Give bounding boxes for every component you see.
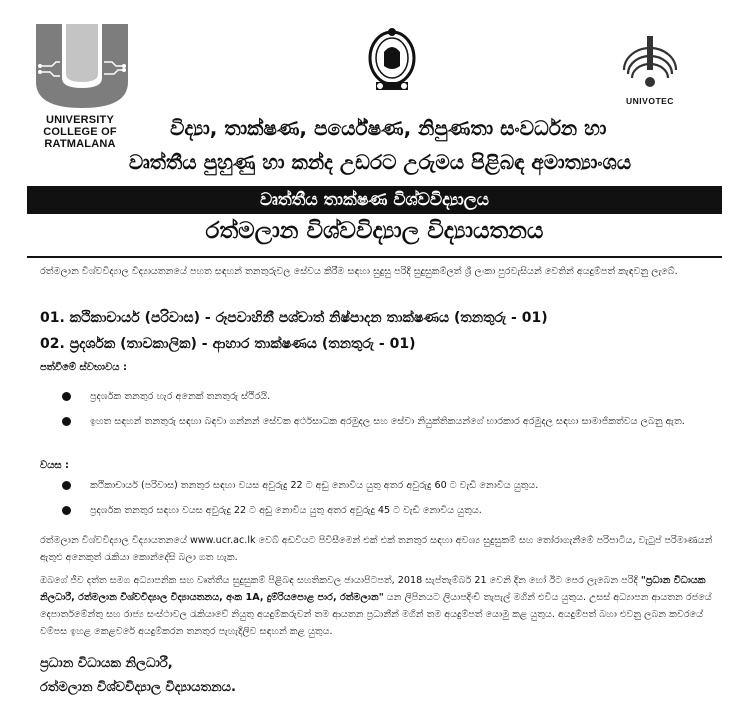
section-title-nature: පත්වීමේ ස්වභාවය :	[40, 362, 127, 373]
ministry-title-line1: විද්‍යා, තාක්ෂණ, පර්යේෂණ, නිපුණතා සංවර්ධන හා	[170, 116, 607, 140]
univotec-swirl-icon	[614, 30, 686, 90]
application-address: "ප්‍රධාන විධායක නිලධාරී, රත්මලාන විශ්වවිද්‍යාල විද්‍යායතනය, අංක 1A, දුම්රියපොළ පාර, රත්මලාන"	[40, 575, 706, 603]
univotec-logo	[614, 30, 686, 106]
section-title-age: වයස :	[40, 460, 70, 471]
application-paragraph	[40, 572, 720, 640]
application-text-part2: යන ලිපිනයට ලියාපදිංචි තැපැල් මගින් එවිය යුතුය. උසස් අධ්‍යාපන ආයතන රජයේ දෙපාර්තමේන්තු සහ රාජ්‍ය සංස්ථාවල රැකියාවේ නියුතු අයදුම්කරුවන් තම ආයතන ප්‍රධානීන් මගින් තම අයදුම්පත් යොමු කළ යුතුය. අයදුම්පත් බහා එවනු ලබන කවරයේ වම්පස ඉහළ කෙළවරේ අයදුම්කරන තනතුර පැහැදිලිව සඳහන් කළ යුතුය.	[40, 592, 712, 637]
ucr-caption-line1: UNIVERSITY COLLEGE OF	[43, 114, 117, 138]
signature-title: ප්‍රධාන විධායක නිලධාරී,	[40, 656, 173, 671]
university-name-bar: වෘත්තීය තාක්ෂණ විශ්වවිද්‍යාලය	[27, 186, 722, 214]
intro-text: රත්මලාන විශ්වවිද්‍යාල විද්‍යායතනයේ පහත සඳහන් තනතුරුවල සේවය කිරීම සඳහා සුදුසු පරිදි සුදුසුකම්ලත් ශ්‍රී ලංකා පුරවැසියන් වෙතින් අයදුම්පත් කැඳවනු ලැබේ.	[40, 266, 678, 277]
post-item: 01. කථිකාචාර්ය (පරිවාස) - රූපවාහිනී පශ්චාත් නිෂ්පාදන තාක්ෂණය (තනතුරු - 01)	[40, 310, 548, 326]
bullet-icon	[62, 506, 71, 515]
list-item-text: කථිකාචාර්ය (පරිවාස) තනතුර සඳහා වයස අවුරුදු 22 ට අඩු නොවිය යුතු අතර අවුරුදු 60 ට වැඩි නොවිය යුතුය.	[90, 480, 539, 491]
institute-title: රත්මලාන විශ්වවිද්‍යාල විද්‍යායතනය	[205, 218, 544, 244]
list-item-text: ප්‍රදර්ශක තනතුර හැර අනෙක් තනතුරු ස්ථිරයි.	[90, 391, 271, 402]
list-item-text: ඉහත සඳහන් තනතුරු සඳහා බඳවා ගන්නන් සේවක අර්ථසාධක අරමුදල සහ සේවා නියුක්තිකයන්ගේ භාරකාර අරමුදල සඳහා සාමාජිකත්වය ලබනු ඇත.	[90, 416, 685, 427]
univotec-caption: UNIVOTEC	[626, 96, 674, 106]
list-item	[62, 414, 722, 448]
divider	[27, 256, 722, 258]
ucr-caption-line2: RATMALANA	[44, 138, 116, 150]
ucr-u-logo-icon	[32, 22, 132, 110]
bullet-icon	[62, 392, 71, 401]
post-item: 02. ප්‍රදර්ශක (තාවකාලික) - ආහාර තාක්ෂණය (තනතුරු - 01)	[40, 336, 416, 352]
ucr-logo	[20, 22, 140, 150]
website-paragraph: රත්මලාන විශ්වවිද්‍යාල විද්‍යායතනයේ www.ucr.ac.lk වෙබ් අඩවියට පිවිසීමෙන් එක් එක් තනතුර සඳහා අවශ්‍ය සුදුසුකම් සහ තෝරාගැනීමේ පරිපාටිය, වැටුප් පරිමාණයන් ඇතුළු අනෙකුත් රැකියා කොන්දේසි බලා ගත හැක.	[40, 535, 713, 563]
list-item	[62, 478, 722, 494]
list-item-text: ප්‍රදර්ශක තනතුර සඳහා වයස අවුරුදු 22 ට අඩු නොවිය යුතු අතර අවුරුදු 45 ට වැඩි නොවිය යුතුය.	[90, 505, 482, 516]
bullet-icon	[62, 481, 71, 490]
sri-lanka-emblem-icon	[366, 26, 418, 94]
list-item	[62, 503, 722, 519]
application-text-part1: ඔබගේ ජීව දත්ත සමග අධ්‍යාපනික සහ වෘත්තීය සුදුසුකම් පිළිබඳ සහතිකවල ඡායාපිටපත්, 2018 සැප්තැම්බර් 21 වෙනි දින හෝ ඊට පෙර ලැබෙන පරිදි	[40, 575, 641, 586]
signature-institute: රත්මලාන විශ්වවිද්‍යාල විද්‍යායතනය.	[40, 680, 236, 695]
bullet-icon	[62, 417, 71, 426]
list-item	[62, 389, 722, 405]
ministry-title-line2: වෘත්තීය පුහුණු හා කන්ද උඩරට උරුමය පිළිබඳ අමාත්‍යාංශය	[128, 150, 632, 174]
